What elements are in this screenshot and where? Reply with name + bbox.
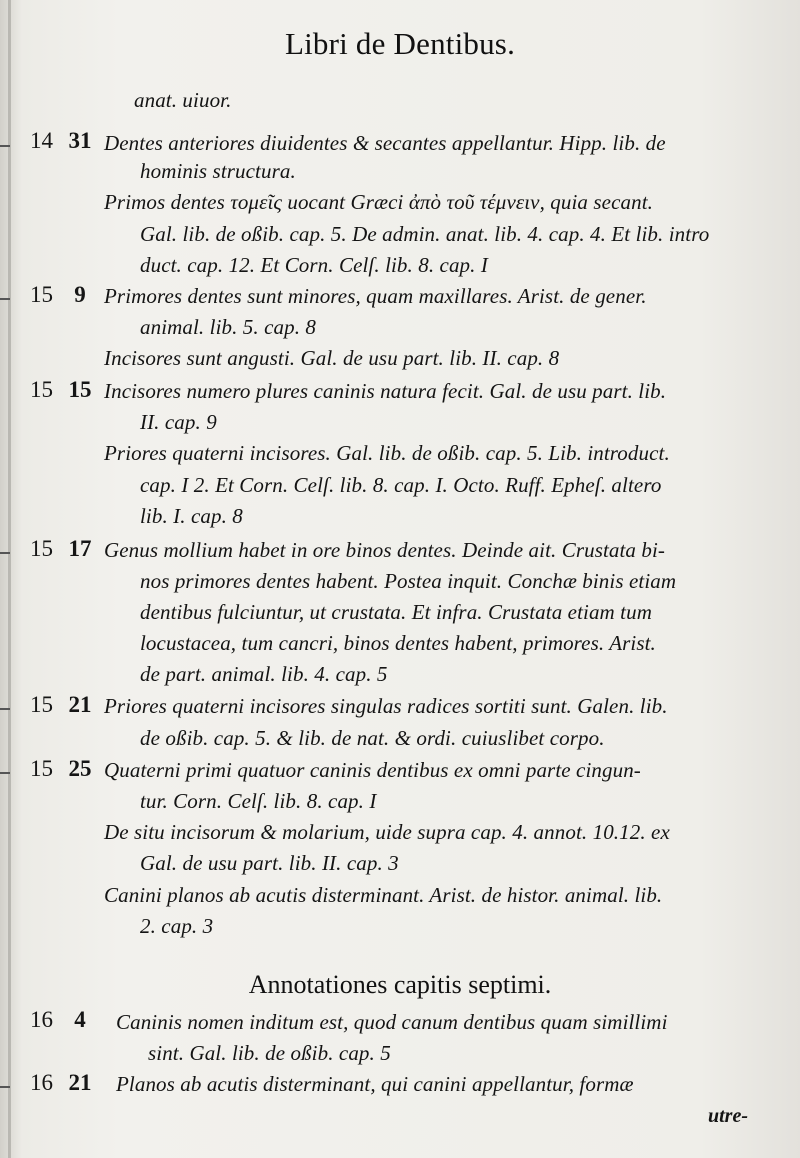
entry-line: de oßib. cap. 5. & lib. de nat. & ordi. cuiuslibet corpo. bbox=[140, 726, 605, 750]
margin-mark bbox=[0, 708, 10, 710]
line-reference bbox=[30, 377, 100, 403]
annotation-line: sint. Gal. lib. de oßib. cap. 5 bbox=[148, 1041, 391, 1065]
entry-line: locustacea, tum cancri, binos dentes habent, primores. Arist. bbox=[140, 631, 656, 655]
line-reference bbox=[30, 282, 100, 308]
entry-line: Priores quaterni incisores singulas radices sortiti sunt. Galen. lib. bbox=[104, 694, 668, 718]
entry-line: Dentes anteriores diuidentes & secantes appellantur. Hipp. lib. de bbox=[104, 131, 666, 155]
margin-mark bbox=[0, 1086, 10, 1088]
catchword: utre- bbox=[708, 1105, 748, 1127]
entry-line: duct. cap. 12. Et Corn. Celſ. lib. 8. cap. I bbox=[140, 253, 488, 277]
entry-line: Gal. lib. de oßib. cap. 5. De admin. anat. lib. 4. cap. 4. Et lib. intro bbox=[140, 222, 710, 246]
entry-line: hominis structura. bbox=[140, 159, 296, 183]
entry-line: nos primores dentes habent. Postea inquit. Conchæ binis etiam bbox=[140, 569, 677, 593]
reference-page: 16 bbox=[30, 1007, 53, 1032]
entry-line: Genus mollium habet in ore binos dentes. Deinde ait. Crustata bi- bbox=[104, 538, 666, 562]
margin-mark bbox=[0, 772, 10, 774]
entry-line: Primos dentes τομεῖς uocant Græci ἀπὸ τοῦ τέμνειν, quia secant. bbox=[104, 190, 653, 214]
line-reference bbox=[30, 536, 100, 562]
reference-page: 15 bbox=[30, 756, 53, 781]
line-reference bbox=[30, 128, 100, 154]
reference-page: 15 bbox=[30, 377, 53, 402]
reference-page: 14 bbox=[30, 128, 53, 153]
entry-line: Priores quaterni incisores. Gal. lib. de oßib. cap. 5. Lib. introduct. bbox=[104, 441, 670, 465]
annotation-line: Caninis nomen inditum est, quod canum dentibus quam simillimi bbox=[116, 1010, 668, 1034]
page-title: Libri de Dentibus. bbox=[284, 26, 516, 61]
entry-line: De situ incisorum & molarium, uide supra cap. 4. annot. 10.12. ex bbox=[104, 820, 670, 844]
reference-page: 15 bbox=[30, 692, 53, 717]
entry-line: Incisores sunt angusti. Gal. de usu part. lib. II. cap. 8 bbox=[104, 346, 560, 370]
reference-line: 25 bbox=[68, 756, 92, 781]
reference-page: 15 bbox=[30, 536, 53, 561]
entry-line: tur. Corn. Celſ. lib. 8. cap. I bbox=[140, 789, 377, 813]
section-heading: Annotationes capitis septimi. bbox=[248, 970, 552, 999]
entry-line: de part. animal. lib. 4. cap. 5 bbox=[140, 662, 388, 686]
reference-page: 15 bbox=[30, 282, 53, 307]
reference-line: 9 bbox=[74, 282, 86, 307]
entry-line: dentibus fulciuntur, ut crustata. Et infra. Crustata etiam tum bbox=[140, 600, 652, 624]
reference-line: 31 bbox=[68, 128, 92, 153]
reference-line: 17 bbox=[68, 536, 92, 561]
entry-line: Primores dentes sunt minores, quam maxillares. Arist. de gener. bbox=[104, 284, 647, 308]
margin-mark bbox=[0, 298, 10, 300]
entry-line: Quaterni primi quatuor caninis dentibus ex omni parte cingun- bbox=[104, 758, 641, 782]
reference-line: 21 bbox=[68, 1070, 92, 1095]
entry-line: 2. cap. 3 bbox=[140, 914, 214, 938]
line-reference bbox=[30, 692, 100, 718]
entry-line: II. cap. 9 bbox=[140, 410, 217, 434]
reference-line: 21 bbox=[68, 692, 92, 717]
line-reference bbox=[30, 756, 100, 782]
entry-line: animal. lib. 5. cap. 8 bbox=[140, 315, 317, 339]
line-reference bbox=[30, 1070, 100, 1096]
entry-line: anat. uiuor. bbox=[134, 88, 232, 112]
annotation-line: Planos ab acutis disterminant, qui canini appellantur, formæ bbox=[116, 1072, 634, 1096]
entry-line: Incisores numero plures caninis natura fecit. Gal. de usu part. lib. bbox=[104, 379, 667, 403]
entry-line: lib. I. cap. 8 bbox=[140, 504, 243, 528]
entry-line: Canini planos ab acutis disterminant. Arist. de histor. animal. lib. bbox=[104, 883, 663, 907]
margin-mark bbox=[0, 552, 10, 554]
entry-line: Gal. de usu part. lib. II. cap. 3 bbox=[140, 851, 399, 875]
entry-line: cap. I 2. Et Corn. Celſ. lib. 8. cap. I. Octo. Ruff. Epheſ. altero bbox=[140, 473, 662, 497]
reference-line: 15 bbox=[68, 377, 92, 402]
line-reference bbox=[30, 1007, 100, 1033]
reference-page: 16 bbox=[30, 1070, 53, 1095]
reference-line: 4 bbox=[74, 1007, 86, 1032]
margin-mark bbox=[0, 145, 10, 147]
